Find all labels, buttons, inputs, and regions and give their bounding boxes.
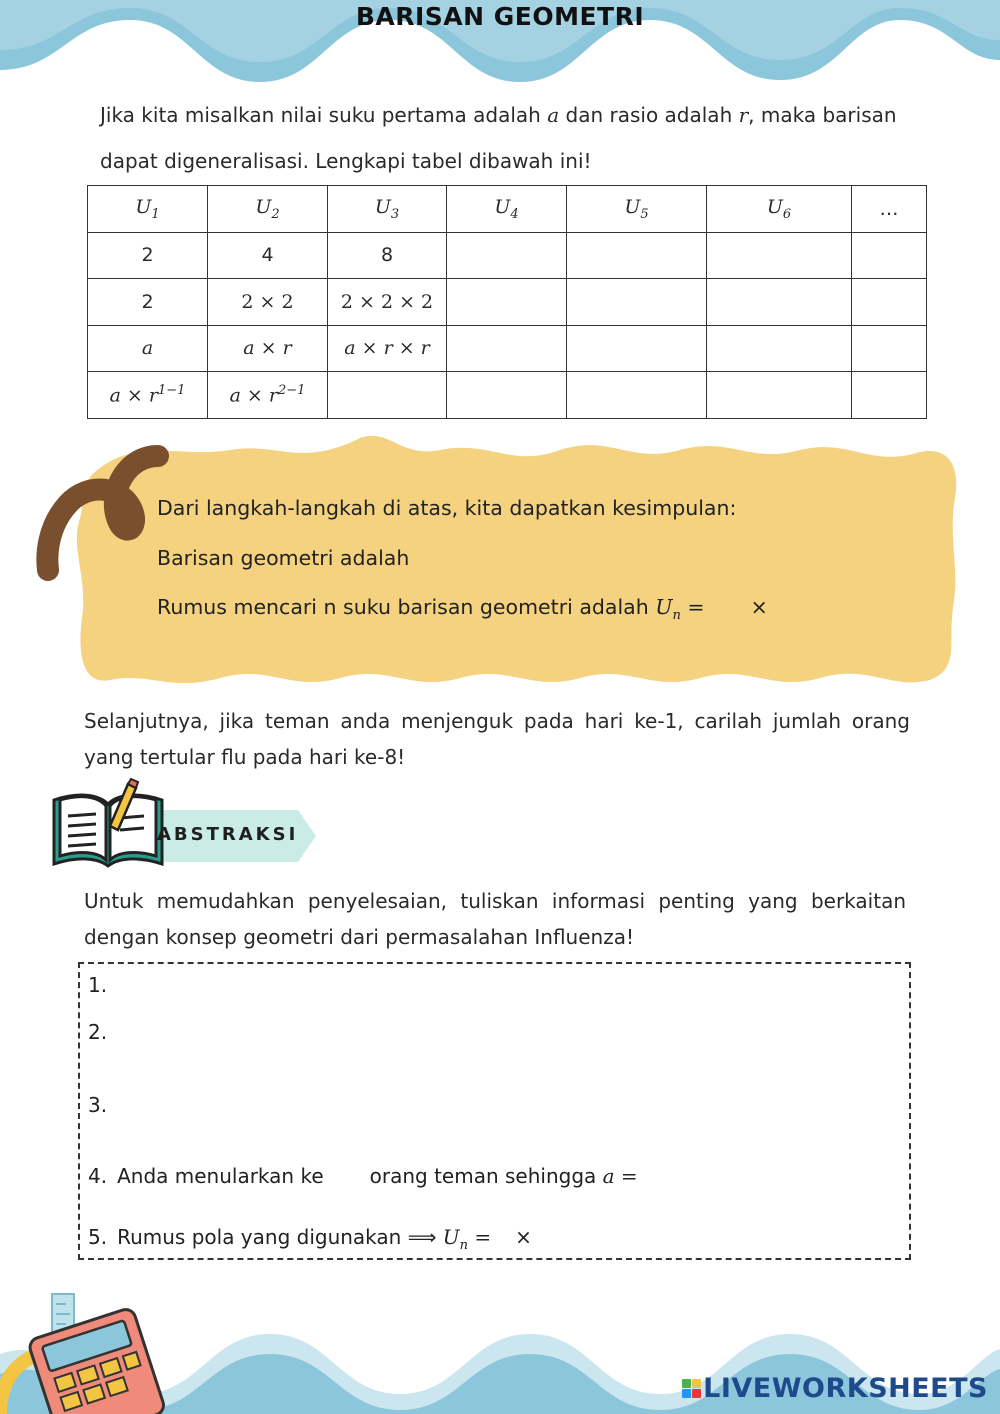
- header-u2: $U_2$: [208, 186, 328, 233]
- answer-cell[interactable]: [707, 232, 852, 279]
- table-cell: a × r: [208, 325, 328, 372]
- question-paragraph: Selanjutnya, jika teman anda menjenguk pada hari ke-1, carilah jumlah orang yang tertular flu pada hari ke-8!: [84, 709, 910, 769]
- list-item: 2.: [88, 1020, 108, 1044]
- brand-text: LIVEWORKSHEETS: [703, 1373, 988, 1404]
- answer-box[interactable]: [78, 962, 911, 1260]
- conclusion-line-1: Dari langkah-langkah di atas, kita dapatkan kesimpulan:: [157, 496, 737, 520]
- answer-cell[interactable]: [328, 372, 447, 419]
- table-cell: a: [88, 325, 208, 372]
- answer-cell[interactable]: [567, 232, 707, 279]
- intro-text: [100, 92, 940, 184]
- table-row: [88, 279, 927, 326]
- var-a: a: [547, 103, 560, 127]
- table-cell: 2: [88, 232, 208, 279]
- header-u6: $U_6$: [707, 186, 852, 233]
- table-header-row: [88, 186, 927, 233]
- answer-cell[interactable]: [567, 325, 707, 372]
- table-cell: 4: [208, 232, 328, 279]
- sequence-table: [87, 185, 927, 419]
- formula-times: ×: [750, 595, 768, 619]
- answer-cell[interactable]: [447, 372, 567, 419]
- header-u3: $U_3$: [328, 186, 447, 233]
- table-cell: $a \times r^{1-1}$: [88, 372, 208, 419]
- answer-cell[interactable]: [707, 372, 852, 419]
- header-u4: $U_4$: [447, 186, 567, 233]
- liveworksheets-logo[interactable]: [682, 1373, 988, 1404]
- table-cell: 2: [88, 279, 208, 326]
- conclusion-line-2: Barisan geometri adalah: [157, 546, 410, 570]
- table-row: [88, 232, 927, 279]
- page-title: BARISAN GEOMETRI: [355, 2, 645, 31]
- intro-line-2: dapat digeneralisasi. Lengkapi tabel dibawah ini!: [100, 149, 592, 173]
- header-ellipsis: …: [852, 186, 927, 233]
- answer-cell[interactable]: [852, 279, 927, 326]
- answer-cell[interactable]: [567, 372, 707, 419]
- answer-cell[interactable]: [707, 325, 852, 372]
- formula-un: $U_n$ =: [655, 595, 705, 624]
- table-cell: 2 × 2 × 2: [328, 279, 447, 326]
- list-item: 1.: [88, 973, 108, 997]
- conclusion-line-3: Rumus mencari n suku barisan geometri adalah $U_n$ = ×: [157, 595, 768, 624]
- table-cell: 8: [328, 232, 447, 279]
- answer-cell[interactable]: [707, 279, 852, 326]
- answer-cell[interactable]: [852, 325, 927, 372]
- table-row: [88, 372, 927, 419]
- brand-mark-icon: [682, 1379, 701, 1398]
- table-cell: a × r × r: [328, 325, 447, 372]
- list-item: 3.: [88, 1093, 108, 1117]
- answer-cell[interactable]: [852, 232, 927, 279]
- open-book-icon: [54, 795, 162, 866]
- answer-cell[interactable]: [852, 372, 927, 419]
- var-a-eq: a =: [602, 1164, 638, 1188]
- calculator-icon: [0, 1290, 170, 1414]
- var-r: r: [738, 103, 749, 127]
- section-label: ABSTRAKSI: [157, 824, 299, 845]
- answer-cell[interactable]: [447, 279, 567, 326]
- table-cell: 2 × 2: [208, 279, 328, 326]
- intro-line-1: Jika kita misalkan nilai suku pertama adalah a dan rasio adalah r, maka barisan: [100, 103, 897, 127]
- answer-cell[interactable]: [447, 325, 567, 372]
- header-u5: $U_5$: [567, 186, 707, 233]
- answer-cell[interactable]: [567, 279, 707, 326]
- answer-cell[interactable]: [447, 232, 567, 279]
- formula-un: $U_n$ =: [442, 1225, 492, 1253]
- list-item: 5. Rumus pola yang digunakan ⟹ $U_n$ = ×: [88, 1225, 532, 1253]
- table-cell: $a \times r^{2-1}$: [208, 372, 328, 419]
- header-u1: $U_1$: [88, 186, 208, 233]
- instruction-paragraph: Untuk memudahkan penyelesaian, tuliskan informasi penting yang berkaitan dengan konsep geometri dari permasalahan Influenza!: [84, 889, 906, 949]
- table-row: [88, 325, 927, 372]
- list-item: 4. Anda menularkan ke orang teman sehingga a =: [88, 1164, 638, 1188]
